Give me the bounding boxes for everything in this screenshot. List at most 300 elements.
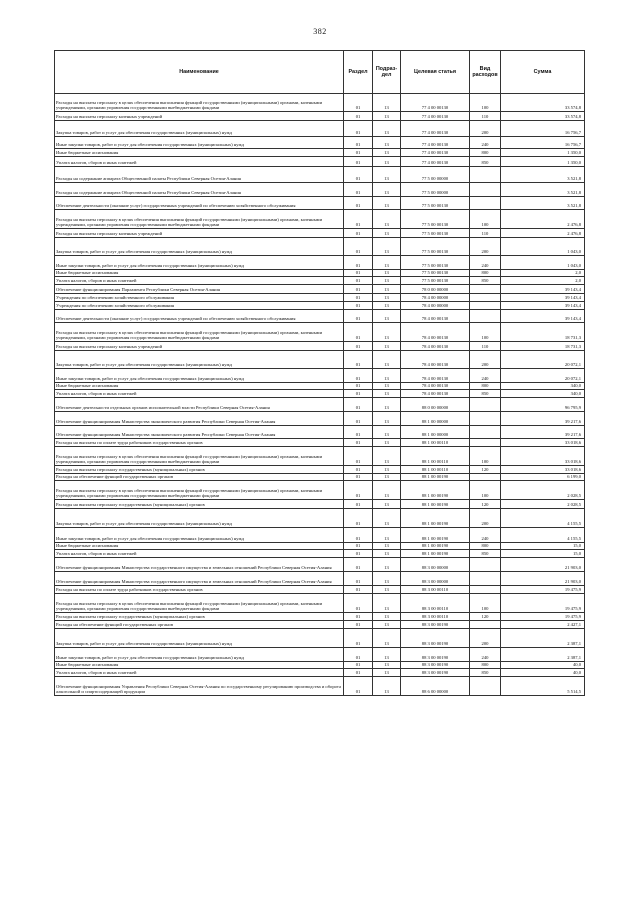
row-section-cell: 01 <box>344 621 373 629</box>
row-subsection-cell: 13 <box>373 294 401 302</box>
row-sum-cell: 1 350,0 <box>501 149 585 157</box>
row-sum-cell: 2,0 <box>501 270 585 277</box>
row-section-cell: 01 <box>344 466 373 474</box>
row-name-cell: Обеспечение деятельности (оказание услуг) государственных учреждений по обеспечению хозяйственного обслуживания <box>55 197 344 210</box>
table-row <box>55 466 585 474</box>
row-sum-cell: 21 903,0 <box>501 572 585 586</box>
table-row <box>55 412 585 426</box>
row-expense-type-cell <box>470 439 501 447</box>
row-target-article-cell: 88 3 00 00190 <box>401 662 470 669</box>
row-sum-cell: 2 476,8 <box>501 210 585 229</box>
row-sum-cell: 2 028,5 <box>501 481 585 500</box>
row-section-cell: 01 <box>344 412 373 426</box>
row-expense-type-cell: 200 <box>470 629 501 648</box>
row-sum-cell: 39 217,6 <box>501 426 585 439</box>
row-sum-cell: 340,0 <box>501 383 585 390</box>
row-section-cell: 01 <box>344 474 373 481</box>
table-row <box>55 277 585 285</box>
row-section-cell: 01 <box>344 270 373 277</box>
row-target-article-cell: 88 1 00 00190 <box>401 543 470 550</box>
row-name-cell: Иные закупки товаров, работ и услуг для обеспечения государственных (муниципальных) нужд <box>55 648 344 662</box>
row-section-cell: 01 <box>344 229 373 238</box>
table-row <box>55 94 585 112</box>
row-subsection-cell: 13 <box>373 238 401 256</box>
row-target-article-cell: 88 1 00 00110 <box>401 466 470 474</box>
row-expense-type-cell: 240 <box>470 256 501 270</box>
row-subsection-cell: 13 <box>373 648 401 662</box>
row-subsection-cell: 13 <box>373 351 401 369</box>
table-row <box>55 586 585 594</box>
row-subsection-cell: 13 <box>373 572 401 586</box>
table-row <box>55 662 585 669</box>
row-section-cell: 01 <box>344 351 373 369</box>
row-sum-cell: 4 155,5 <box>501 509 585 528</box>
table-row <box>55 390 585 398</box>
table-row <box>55 197 585 210</box>
row-sum-cell: 33 018,6 <box>501 439 585 447</box>
row-target-article-cell: 77 4 00 00130 <box>401 121 470 137</box>
row-target-article-cell: 88 0 00 00000 <box>401 398 470 412</box>
row-sum-cell: 2 028,5 <box>501 500 585 509</box>
row-expense-type-cell: 200 <box>470 509 501 528</box>
table-row <box>55 572 585 586</box>
row-section-cell: 01 <box>344 369 373 383</box>
row-sum-cell: 16 756,7 <box>501 121 585 137</box>
row-section-cell: 01 <box>344 277 373 285</box>
row-name-cell: Учреждения по обеспечению хозяйственного обслуживания <box>55 294 344 302</box>
row-expense-type-cell: 800 <box>470 543 501 550</box>
row-target-article-cell: 77 5 00 00130 <box>401 197 470 210</box>
row-name-cell: Расходы на обеспечение функций государственных органов <box>55 474 344 481</box>
row-subsection-cell: 13 <box>373 474 401 481</box>
row-name-cell: Расходы на содержание аппарата Общественной палаты Республики Северная Осетия-Алания <box>55 167 344 183</box>
row-name-cell: Иные бюджетные ассигнования <box>55 543 344 550</box>
row-subsection-cell: 13 <box>373 390 401 398</box>
row-sum-cell: 3 521,8 <box>501 197 585 210</box>
row-subsection-cell: 13 <box>373 594 401 613</box>
col-header-section: Раздел <box>344 51 373 94</box>
row-name-cell: Обеспечение функционирования Парламента Республики Северная Осетия-Алания <box>55 285 344 294</box>
row-section-cell: 01 <box>344 285 373 294</box>
row-target-article-cell: 88 3 00 00000 <box>401 558 470 572</box>
row-expense-type-cell: 110 <box>470 229 501 238</box>
row-section-cell: 01 <box>344 167 373 183</box>
row-sum-cell: 1 350,0 <box>501 157 585 167</box>
row-section-cell: 01 <box>344 572 373 586</box>
row-subsection-cell: 13 <box>373 447 401 466</box>
col-header-expense-type: Вид расходов <box>470 51 501 94</box>
row-section-cell: 01 <box>344 629 373 648</box>
row-target-article-cell: 78 4 00 00000 <box>401 302 470 310</box>
table-row <box>55 677 585 696</box>
row-subsection-cell: 13 <box>373 466 401 474</box>
row-sum-cell: 1 043,0 <box>501 256 585 270</box>
row-expense-type-cell: 100 <box>470 594 501 613</box>
row-sum-cell: 39 143,4 <box>501 302 585 310</box>
row-sum-cell: 18 731,3 <box>501 342 585 351</box>
row-section-cell: 01 <box>344 500 373 509</box>
table-row <box>55 474 585 481</box>
row-sum-cell: 33 018,6 <box>501 447 585 466</box>
row-subsection-cell: 13 <box>373 662 401 669</box>
row-sum-cell: 340,0 <box>501 390 585 398</box>
table-row <box>55 550 585 558</box>
row-section-cell: 01 <box>344 481 373 500</box>
row-name-cell: Расходы на выплаты персоналу в целях обеспечения выполнения функций государственными (муниципальными) органами, казенными учреждениями, органами управления государственными внебюджетными фондами <box>55 210 344 229</box>
row-expense-type-cell <box>470 412 501 426</box>
row-target-article-cell: 88 1 00 00190 <box>401 481 470 500</box>
row-sum-cell: 21 903,0 <box>501 558 585 572</box>
row-name-cell: Иные бюджетные ассигнования <box>55 662 344 669</box>
row-name-cell: Расходы на выплаты персоналу казенных учреждений <box>55 229 344 238</box>
row-sum-cell: 19 475,9 <box>501 594 585 613</box>
row-name-cell: Уплата налогов, сборов и иных платежей <box>55 669 344 677</box>
row-subsection-cell: 13 <box>373 669 401 677</box>
row-section-cell: 01 <box>344 256 373 270</box>
table-row <box>55 285 585 294</box>
row-name-cell: Иные закупки товаров, работ и услуг для обеспечения государственных (муниципальных) нужд <box>55 528 344 543</box>
row-sum-cell: 2 476,8 <box>501 229 585 238</box>
table-row <box>55 294 585 302</box>
row-sum-cell: 40,0 <box>501 669 585 677</box>
row-target-article-cell: 77 5 00 00130 <box>401 229 470 238</box>
row-name-cell: Расходы на выплаты персоналу в целях обеспечения выполнения функций государственными (муниципальными) органами, казенными учреждениями, органами управления государственными внебюджетными фондами <box>55 323 344 342</box>
row-section-cell: 01 <box>344 294 373 302</box>
row-sum-cell: 19 475,9 <box>501 613 585 621</box>
row-name-cell: Обеспечение деятельности (оказание услуг) государственных учреждений по обеспечению хозяйственного обслуживания <box>55 310 344 323</box>
row-section-cell: 01 <box>344 543 373 550</box>
row-target-article-cell: 77 4 00 00130 <box>401 112 470 121</box>
table-row <box>55 137 585 149</box>
row-name-cell: Учреждения по обеспечению хозяйственного обслуживания <box>55 302 344 310</box>
row-name-cell: Уплата налогов, сборов и иных платежей <box>55 157 344 167</box>
table-row <box>55 594 585 613</box>
row-section-cell: 01 <box>344 447 373 466</box>
row-section-cell: 01 <box>344 310 373 323</box>
row-name-cell: Расходы на выплаты по оплате труда работников государственных органов <box>55 439 344 447</box>
table-row <box>55 183 585 197</box>
row-name-cell: Расходы на выплаты персоналу государственных (муниципальных) органов <box>55 500 344 509</box>
row-target-article-cell: 88 1 00 00110 <box>401 447 470 466</box>
row-expense-type-cell: 800 <box>470 270 501 277</box>
table-row <box>55 500 585 509</box>
row-target-article-cell: 78 4 00 00130 <box>401 390 470 398</box>
row-target-article-cell: 88 1 00 00190 <box>401 528 470 543</box>
row-section-cell: 01 <box>344 157 373 167</box>
row-target-article-cell: 88 3 00 00190 <box>401 629 470 648</box>
table-row <box>55 210 585 229</box>
row-sum-cell: 33 018,6 <box>501 466 585 474</box>
row-target-article-cell: 77 5 00 00130 <box>401 270 470 277</box>
row-sum-cell: 5 514,5 <box>501 677 585 696</box>
row-section-cell: 01 <box>344 137 373 149</box>
row-expense-type-cell: 800 <box>470 383 501 390</box>
row-expense-type-cell <box>470 294 501 302</box>
row-section-cell: 01 <box>344 594 373 613</box>
row-name-cell: Расходы на выплаты персоналу государственных (муниципальных) органов <box>55 466 344 474</box>
row-target-article-cell: 88 1 00 00190 <box>401 550 470 558</box>
row-expense-type-cell: 100 <box>470 481 501 500</box>
row-subsection-cell: 13 <box>373 369 401 383</box>
row-section-cell: 01 <box>344 342 373 351</box>
row-subsection-cell: 13 <box>373 197 401 210</box>
table-row <box>55 149 585 157</box>
table-row <box>55 383 585 390</box>
table-row <box>55 543 585 550</box>
row-target-article-cell: 88 1 00 00190 <box>401 509 470 528</box>
row-target-article-cell: 88 3 00 00190 <box>401 621 470 629</box>
table-row <box>55 439 585 447</box>
row-section-cell: 01 <box>344 426 373 439</box>
row-target-article-cell: 88 3 00 00110 <box>401 586 470 594</box>
row-subsection-cell: 13 <box>373 270 401 277</box>
row-expense-type-cell <box>470 677 501 696</box>
row-sum-cell: 96 795,9 <box>501 398 585 412</box>
row-section-cell: 01 <box>344 302 373 310</box>
row-name-cell: Иные закупки товаров, работ и услуг для обеспечения государственных (муниципальных) нужд <box>55 256 344 270</box>
row-subsection-cell: 13 <box>373 277 401 285</box>
row-section-cell: 01 <box>344 558 373 572</box>
row-target-article-cell: 78 4 00 00130 <box>401 351 470 369</box>
row-target-article-cell: 88 6 00 00000 <box>401 677 470 696</box>
col-header-target-article: Целевая статья <box>401 51 470 94</box>
row-target-article-cell: 88 3 00 00110 <box>401 613 470 621</box>
row-sum-cell: 40,0 <box>501 662 585 669</box>
table-row <box>55 509 585 528</box>
row-section-cell: 01 <box>344 550 373 558</box>
row-subsection-cell: 13 <box>373 383 401 390</box>
row-target-article-cell: 78 0 00 00000 <box>401 285 470 294</box>
row-expense-type-cell <box>470 310 501 323</box>
row-name-cell: Уплата налогов, сборов и иных платежей <box>55 550 344 558</box>
row-section-cell: 01 <box>344 439 373 447</box>
row-subsection-cell: 13 <box>373 398 401 412</box>
table-row <box>55 323 585 342</box>
col-header-subsection: Подраз- дел <box>373 51 401 94</box>
row-section-cell: 01 <box>344 383 373 390</box>
row-expense-type-cell: 100 <box>470 323 501 342</box>
row-name-cell: Расходы на содержание аппарата Общественной палаты Республики Северная Осетия-Алания <box>55 183 344 197</box>
budget-table <box>54 50 585 696</box>
row-section-cell: 01 <box>344 238 373 256</box>
row-sum-cell: 19 475,9 <box>501 586 585 594</box>
row-expense-type-cell: 120 <box>470 500 501 509</box>
row-target-article-cell: 88 3 00 00000 <box>401 572 470 586</box>
row-subsection-cell: 13 <box>373 310 401 323</box>
table-row <box>55 426 585 439</box>
row-name-cell: Закупка товаров, работ и услуг для обеспечения государственных (муниципальных) нужд <box>55 121 344 137</box>
row-section-cell: 01 <box>344 149 373 157</box>
row-expense-type-cell: 240 <box>470 369 501 383</box>
row-expense-type-cell: 120 <box>470 613 501 621</box>
row-expense-type-cell <box>470 398 501 412</box>
row-expense-type-cell <box>470 197 501 210</box>
row-expense-type-cell: 240 <box>470 648 501 662</box>
row-subsection-cell: 13 <box>373 509 401 528</box>
row-name-cell: Закупка товаров, работ и услуг для обеспечения государственных (муниципальных) нужд <box>55 238 344 256</box>
table-row <box>55 369 585 383</box>
row-target-article-cell: 88 3 00 00190 <box>401 669 470 677</box>
row-expense-type-cell: 800 <box>470 149 501 157</box>
row-subsection-cell: 13 <box>373 94 401 112</box>
row-section-cell: 01 <box>344 669 373 677</box>
row-subsection-cell: 13 <box>373 500 401 509</box>
row-name-cell: Иные бюджетные ассигнования <box>55 383 344 390</box>
table-row <box>55 669 585 677</box>
row-section-cell: 01 <box>344 648 373 662</box>
table-row <box>55 302 585 310</box>
row-section-cell: 01 <box>344 94 373 112</box>
row-sum-cell: 2 387,1 <box>501 648 585 662</box>
table-row <box>55 167 585 183</box>
row-name-cell: Иные закупки товаров, работ и услуг для обеспечения государственных (муниципальных) нужд <box>55 369 344 383</box>
row-sum-cell: 20 072,1 <box>501 369 585 383</box>
row-name-cell: Закупка товаров, работ и услуг для обеспечения государственных (муниципальных) нужд <box>55 629 344 648</box>
row-expense-type-cell: 200 <box>470 351 501 369</box>
row-subsection-cell: 13 <box>373 256 401 270</box>
row-expense-type-cell: 850 <box>470 550 501 558</box>
row-name-cell: Расходы на выплаты персоналу в целях обеспечения выполнения функций государственными (муниципальными) органами, казенными учреждениями, органами управления государственными внебюджетными фондами <box>55 447 344 466</box>
row-expense-type-cell: 110 <box>470 342 501 351</box>
row-sum-cell: 20 072,1 <box>501 351 585 369</box>
row-name-cell: Обеспечение деятельности отдельных органов исполнительной власти Республики Северная Осетия-Алания <box>55 398 344 412</box>
row-subsection-cell: 13 <box>373 412 401 426</box>
row-subsection-cell: 13 <box>373 426 401 439</box>
row-subsection-cell: 13 <box>373 613 401 621</box>
row-target-article-cell: 77 4 00 00130 <box>401 149 470 157</box>
row-expense-type-cell <box>470 183 501 197</box>
row-name-cell: Закупка товаров, работ и услуг для обеспечения государственных (муниципальных) нужд <box>55 351 344 369</box>
row-expense-type-cell: 100 <box>470 210 501 229</box>
row-sum-cell: 16 756,7 <box>501 137 585 149</box>
page-number: 382 <box>313 27 327 36</box>
row-target-article-cell: 88 1 00 00190 <box>401 500 470 509</box>
row-expense-type-cell: 100 <box>470 94 501 112</box>
row-expense-type-cell: 120 <box>470 466 501 474</box>
row-section-cell: 01 <box>344 183 373 197</box>
row-target-article-cell: 78 4 00 00130 <box>401 383 470 390</box>
row-target-article-cell: 88 1 00 00000 <box>401 412 470 426</box>
row-sum-cell: 39 143,4 <box>501 285 585 294</box>
row-target-article-cell: 77 5 00 00000 <box>401 167 470 183</box>
row-name-cell: Обеспечение функционирования Министерства экономического развития Республики Северная Осетия-Алания <box>55 426 344 439</box>
row-target-article-cell: 77 5 00 00130 <box>401 277 470 285</box>
row-sum-cell: 39 143,4 <box>501 310 585 323</box>
table-row <box>55 648 585 662</box>
row-expense-type-cell: 850 <box>470 277 501 285</box>
row-target-article-cell: 88 1 00 00190 <box>401 474 470 481</box>
row-target-article-cell: 78 4 00 00130 <box>401 323 470 342</box>
row-target-article-cell: 77 5 00 00130 <box>401 256 470 270</box>
row-expense-type-cell: 850 <box>470 390 501 398</box>
row-subsection-cell: 13 <box>373 302 401 310</box>
row-name-cell: Расходы на выплаты персоналу в целях обеспечения выполнения функций государственными (муниципальными) органами, казенными учреждениями, органами управления государственными внебюджетными фондами <box>55 481 344 500</box>
row-name-cell: Расходы на выплаты по оплате труда работников государственных органов <box>55 586 344 594</box>
row-section-cell: 01 <box>344 586 373 594</box>
row-expense-type-cell <box>470 586 501 594</box>
table-row <box>55 447 585 466</box>
row-sum-cell: 3 521,8 <box>501 183 585 197</box>
row-subsection-cell: 13 <box>373 528 401 543</box>
row-expense-type-cell: 200 <box>470 121 501 137</box>
row-name-cell: Иные бюджетные ассигнования <box>55 270 344 277</box>
row-expense-type-cell: 240 <box>470 137 501 149</box>
row-sum-cell: 3 521,8 <box>501 167 585 183</box>
row-subsection-cell: 13 <box>373 543 401 550</box>
row-section-cell: 01 <box>344 509 373 528</box>
table-body <box>55 94 585 696</box>
row-name-cell: Иные закупки товаров, работ и услуг для обеспечения государственных (муниципальных) нужд <box>55 137 344 149</box>
row-subsection-cell: 13 <box>373 439 401 447</box>
row-subsection-cell: 13 <box>373 183 401 197</box>
row-subsection-cell: 13 <box>373 112 401 121</box>
row-name-cell: Обеспечение функционирования Управления Республики Северная Осетия-Алания по государственному регулированию производства и оборота алкогольной и спиртосодержащей продукции <box>55 677 344 696</box>
row-expense-type-cell: 240 <box>470 528 501 543</box>
table-row <box>55 481 585 500</box>
row-sum-cell: 2,0 <box>501 277 585 285</box>
row-name-cell: Закупка товаров, работ и услуг для обеспечения государственных (муниципальных) нужд <box>55 509 344 528</box>
row-expense-type-cell <box>470 572 501 586</box>
row-name-cell: Расходы на выплаты персоналу в целях обеспечения выполнения функций государственными (муниципальными) органами, казенными учреждениями, органами управления государственными внебюджетными фондами <box>55 94 344 112</box>
table-header-row <box>55 51 585 94</box>
row-sum-cell: 39 217,6 <box>501 412 585 426</box>
row-name-cell: Уплата налогов, сборов и иных платежей <box>55 390 344 398</box>
row-subsection-cell: 13 <box>373 586 401 594</box>
row-section-cell: 01 <box>344 398 373 412</box>
row-expense-type-cell <box>470 285 501 294</box>
row-subsection-cell: 13 <box>373 121 401 137</box>
row-target-article-cell: 77 5 00 00130 <box>401 238 470 256</box>
row-target-article-cell: 78 4 00 00130 <box>401 369 470 383</box>
row-sum-cell: 39 143,4 <box>501 294 585 302</box>
table-row <box>55 112 585 121</box>
table-row <box>55 558 585 572</box>
row-subsection-cell: 13 <box>373 621 401 629</box>
row-expense-type-cell <box>470 426 501 439</box>
row-target-article-cell: 77 5 00 00000 <box>401 183 470 197</box>
table-row <box>55 629 585 648</box>
row-name-cell: Расходы на обеспечение функций государственных органов <box>55 621 344 629</box>
row-expense-type-cell <box>470 167 501 183</box>
row-target-article-cell: 88 1 00 00000 <box>401 426 470 439</box>
row-target-article-cell: 78 4 00 00130 <box>401 310 470 323</box>
row-subsection-cell: 13 <box>373 677 401 696</box>
row-expense-type-cell <box>470 302 501 310</box>
row-sum-cell: 15,0 <box>501 543 585 550</box>
row-section-cell: 01 <box>344 613 373 621</box>
row-subsection-cell: 13 <box>373 285 401 294</box>
row-subsection-cell: 13 <box>373 229 401 238</box>
row-expense-type-cell: 100 <box>470 447 501 466</box>
row-target-article-cell: 88 3 00 00190 <box>401 648 470 662</box>
row-target-article-cell: 77 4 00 00130 <box>401 137 470 149</box>
col-header-name: Наименование <box>55 51 344 94</box>
row-subsection-cell: 13 <box>373 550 401 558</box>
row-subsection-cell: 13 <box>373 167 401 183</box>
row-subsection-cell: 13 <box>373 342 401 351</box>
row-sum-cell: 33 574,8 <box>501 112 585 121</box>
row-expense-type-cell <box>470 558 501 572</box>
row-name-cell: Расходы на выплаты персоналу государственных (муниципальных) органов <box>55 613 344 621</box>
table-row <box>55 157 585 167</box>
row-subsection-cell: 13 <box>373 629 401 648</box>
row-sum-cell: 1 043,0 <box>501 238 585 256</box>
table-row <box>55 310 585 323</box>
row-expense-type-cell: 200 <box>470 238 501 256</box>
row-section-cell: 01 <box>344 112 373 121</box>
row-sum-cell: 18 731,3 <box>501 323 585 342</box>
table-row <box>55 351 585 369</box>
